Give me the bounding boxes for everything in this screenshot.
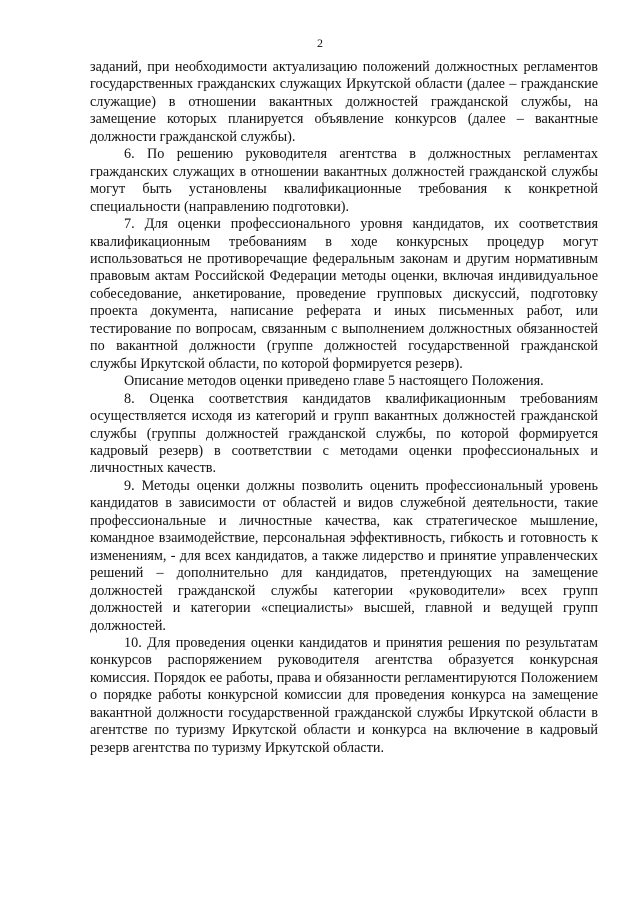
- paragraph-6: 6. По решению руководителя агентства в должностных регламентах гражданских служащих в отношении вакантных должностей гражданской службы могут быть установлены квалификационные требования к конкретной специальности (направлению подготовки).: [90, 146, 598, 215]
- paragraph-continuation: заданий, при необходимости актуализацию положений должностных регламентов государственных гражданских служащих Иркутской области (далее – гражданские служащие) в отношении вакантных должностей гражданской службы, на замещение которых планируется объявление конкурсов (далее – вакантные должности гражданской службы).: [90, 59, 598, 145]
- paragraph-methods-description: Описание методов оценки приведено главе 5 настоящего Положения.: [124, 373, 544, 390]
- paragraph-8: 8. Оценка соответствия кандидатов квалификационным требованиям осуществляется исходя из категорий и групп вакантных должностей гражданской службы (группы должностей гражданской службы, по которой формируется кадровый резерв) в соответствии с методами оценки профессиональных и личностных качеств.: [90, 390, 598, 477]
- paragraph-7: 7. Для оценки профессионального уровня кандидатов, их соответствия квалификационным требованиям в ходе конкурсных процедур могут использоваться не противоречащие федеральным законам и другим нормативным правовым актам Российской Федерации методы оценки, включая индивидуальное собеседование, анкетирование, проведение групповых дискуссий, подготовку проекта документа, написание реферата и иных письменных работ, или тестирование по вопросам, связанным с выполнением должностных обязанностей по вакантной должности (группе должностей государственной гражданской службы Иркутской области, по которой формируется резерв).: [90, 216, 598, 372]
- document-body: [90, 59, 598, 757]
- paragraph-10: 10. Для проведения оценки кандидатов и принятия решения по результатам конкурсов распоряжением руководителя агентства образуется конкурсная комиссия. Порядок ее работы, права и обязанности регламентируются Положением о порядке работы конкурсной комиссии для проведения конкурса на замещение вакантной должности государственной гражданской службы Иркутской области в агентстве по туризму Иркутской области и конкурса на включение в кадровый резерв агентства по туризму Иркутской области.: [90, 634, 598, 756]
- paragraph-9: 9. Методы оценки должны позволить оценить профессиональный уровень кандидатов в зависимости от областей и видов служебной деятельности, такие профессиональные и личностные качества, как стратегическое мышление, командное взаимодействие, персональная эффективность, гибкость и готовность к изменениям, - для всех кандидатов, а также лидерство и принятие управленческих решений – дополнительно для кандидатов, претендующих на замещение должностей гражданской службы категории «руководители» всех групп должностей и категории «специалисты» высшей, главной и ведущей групп должностей.: [90, 477, 598, 634]
- page-number: 2: [317, 36, 323, 50]
